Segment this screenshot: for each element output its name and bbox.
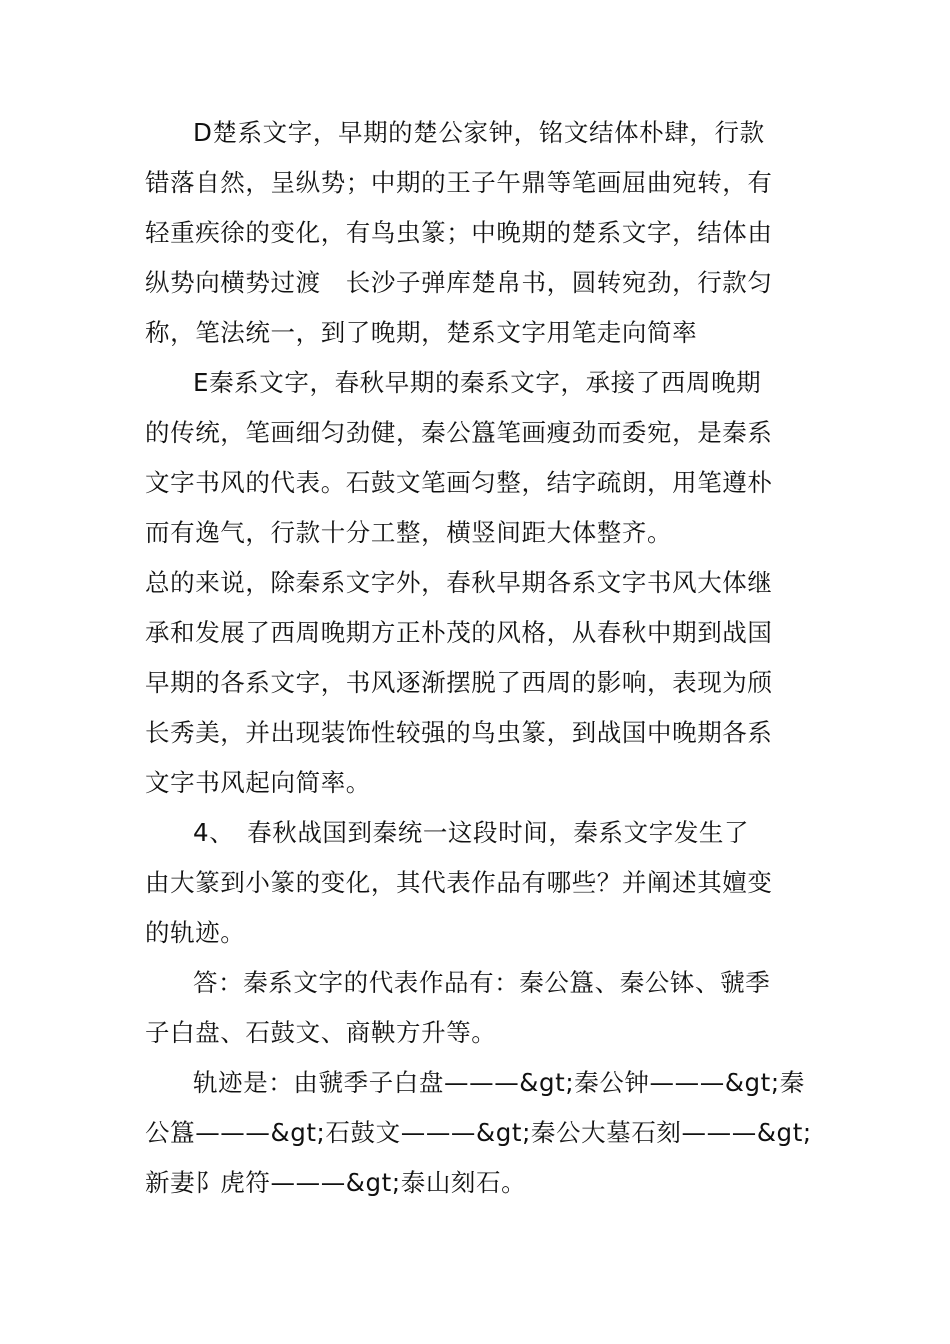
answer-line-1: 答：秦系文字的代表作品有：秦公簋、秦公钵、虢季 — [193, 968, 771, 997]
trajectory-line-3: 新妻阝虎符———&gt;泰山刻石。 — [145, 1168, 527, 1197]
question-4-line-3: 的轨迹。 — [145, 918, 246, 947]
paragraph-chu-line-3: 轻重疾徐的变化，有鸟虫篆；中晚期的楚系文字，结体由 — [145, 218, 773, 247]
answer-line-2: 子白盘、石鼓文、商鞅方升等。 — [145, 1018, 497, 1047]
trajectory-line-1: 轨迹是：由虢季子白盘———&gt;秦公钟———&gt;秦 — [193, 1068, 805, 1097]
paragraph-qin-line-4: 而有逸气，行款十分工整，横竖间距大体整齐。 — [145, 518, 673, 547]
paragraph-summary-line-2: 承和发展了西周晚期方正朴茂的风格，从春秋中期到战国 — [145, 618, 773, 647]
paragraph-chu-line-1: D楚系文字，早期的楚公家钟，铭文结体朴肆，行款 — [193, 118, 765, 147]
paragraph-summary-line-4: 长秀美，并出现装饰性较强的鸟虫篆，到战国中晚期各系 — [145, 718, 773, 747]
paragraph-summary-line-5: 文字书风起向简率。 — [145, 768, 371, 797]
paragraph-summary-line-1: 总的来说，除秦系文字外，春秋早期各系文字书风大体继 — [145, 568, 773, 597]
paragraph-qin-line-1: E秦系文字，春秋早期的秦系文字，承接了西周晚期 — [193, 368, 762, 397]
trajectory-line-2: 公簋———&gt;石鼓文———&gt;秦公大墓石刻———&gt; — [145, 1118, 812, 1147]
paragraph-qin-line-3: 文字书风的代表。石鼓文笔画匀整，结字疏朗，用笔遵朴 — [145, 468, 773, 497]
question-4-line-2: 由大篆到小篆的变化，其代表作品有哪些？并阐述其嬗变 — [145, 868, 773, 897]
paragraph-summary-line-3: 早期的各系文字，书风逐渐摆脱了西周的影响，表现为颀 — [145, 668, 773, 697]
paragraph-chu-line-4: 纵势向横势过渡 长沙子弹库楚帛书，圆转宛劲，行款匀 — [145, 268, 773, 297]
paragraph-chu-line-5: 称，笔法统一，到了晚期，楚系文字用笔走向简率 — [145, 318, 698, 347]
paragraph-qin-line-2: 的传统，笔画细匀劲健，秦公簋笔画瘦劲而委宛，是秦系 — [145, 418, 773, 447]
question-4-line-1: 4、 春秋战国到秦统一这段时间，秦系文字发生了 — [193, 818, 750, 847]
paragraph-chu-line-2: 错落自然，呈纵势；中期的王子午鼎等笔画屈曲宛转，有 — [145, 168, 773, 197]
